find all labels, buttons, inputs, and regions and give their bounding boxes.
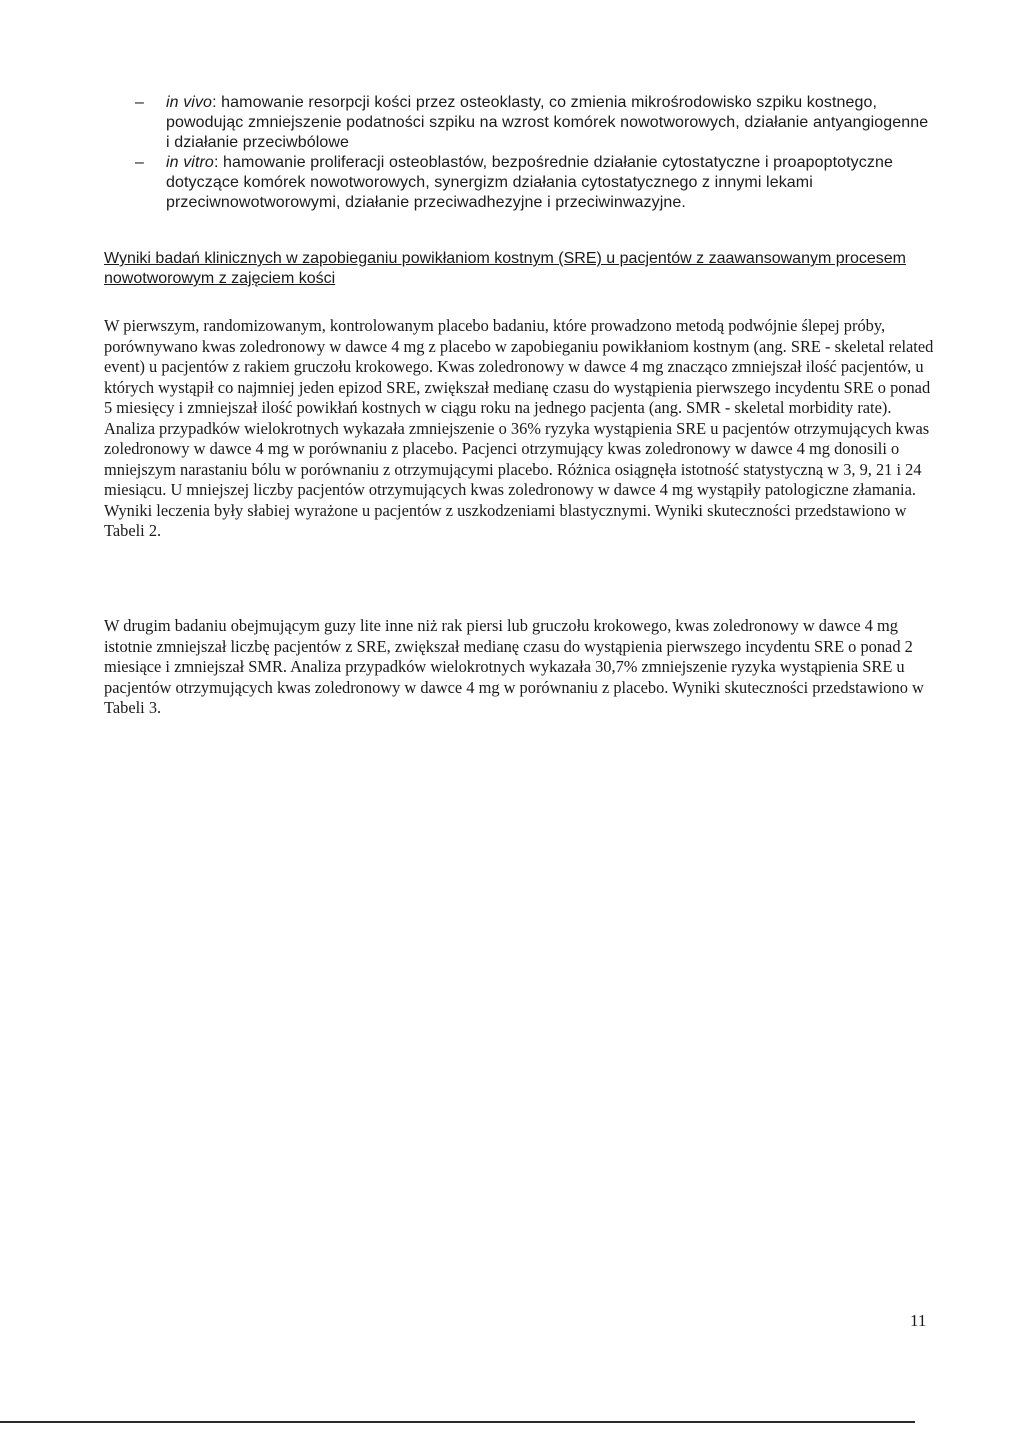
bullet-lead-term: in vivo <box>166 94 213 111</box>
section-heading: Wyniki badań klinicznych w zapobieganiu powikłaniom kostnym (SRE) u pacjentów z zaawansowanym procesem nowotworowym z zajęciem kości <box>104 250 906 287</box>
page-number: 11 <box>910 1311 927 1330</box>
paragraph-first-study: W pierwszym, randomizowanym, kontrolowanym placebo badaniu, które prowadzono metodą podwójnie ślepej próby, porównywano kwas zoledronowy w dawce 4 mg z placebo w zapobieganiu powikłaniom kostnym (ang. SRE - skeletal related event) u pacjentów z rakiem gruczołu krokowego. Kwas zoledronowy w dawce 4 mg znacząco zmniejszał ilość pacjentów, u których wystąpił co najmniej jeden epizod SRE, zwiększał medianę czasu do wystąpienia pierwszego incydentu SRE o ponad 5 miesięcy i zmniejszał ilość powikłań kostnych w ciągu roku na jednego pacjenta (ang. SMR - skeletal morbidity rate). Analiza przypadków wielokrotnych wykazała zmniejszenie o 36% ryzyka wystąpienia SRE u pacjentów otrzymujących kwas zoledronowy w dawce 4 mg w porównaniu z placebo. Pacjenci otrzymujący kwas zoledronowy w dawce 4 mg donosili o mniejszym narastaniu bólu w porównaniu z otrzymującymi placebo. Różnica osiągnęła istotność statystyczną w 3, 9, 21 i 24 miesiącu. U mniejszej liczby pacjentów otrzymujących kwas zoledronowy w dawce 4 mg wystąpiły patologiczne złamania. Wyniki leczenia były słabiej wyrażone u pacjentów z uszkodzeniami blastycznymi. Wyniki skuteczności przedstawiono w Tabeli 2. <box>104 316 934 540</box>
bullet-text: : hamowanie resorpcji kości przez osteoklasty, co zmienia mikrośrodowisko szpiku kostnego, powodując zmniejszenie podatności szpiku na wzrost komórek nowotworowych, działanie antyangiogenne i działanie przeciwbólowe <box>166 94 929 151</box>
bullet-lead-term: in vitro <box>166 154 214 171</box>
bullet-in-vivo <box>135 93 935 153</box>
mechanism-bullet-list <box>135 93 935 213</box>
bullet-in-vitro <box>135 153 935 213</box>
bullet-text: : hamowanie proliferacji osteoblastów, bezpośrednie działanie cytostatyczne i proapoptotyczne dotyczące komórek nowotworowych, synergizm działania cytostatycznego z innymi lekami przeciwnowotworowymi, działanie przeciwadhezyjne i przeciwinwazyjne. <box>166 154 893 211</box>
bullet-dash: – <box>135 94 144 111</box>
footer-divider <box>0 1421 915 1423</box>
bullet-dash: – <box>135 154 144 171</box>
paragraph-second-study: W drugim badaniu obejmującym guzy lite inne niż rak piersi lub gruczołu krokowego, kwas zoledronowy w dawce 4 mg istotnie zmniejszał liczbę pacjentów z SRE, zwiększał medianę czasu do wystąpienia pierwszego incydentu SRE o ponad 2 miesiące i zmniejszał SMR. Analiza przypadków wielokrotnych wykazała 30,7% zmniejszenie ryzyka wystąpienia SRE u pacjentów otrzymujących kwas zoledronowy w dawce 4 mg w porównaniu z placebo. Wyniki skuteczności przedstawiono w Tabeli 3. <box>104 616 924 717</box>
